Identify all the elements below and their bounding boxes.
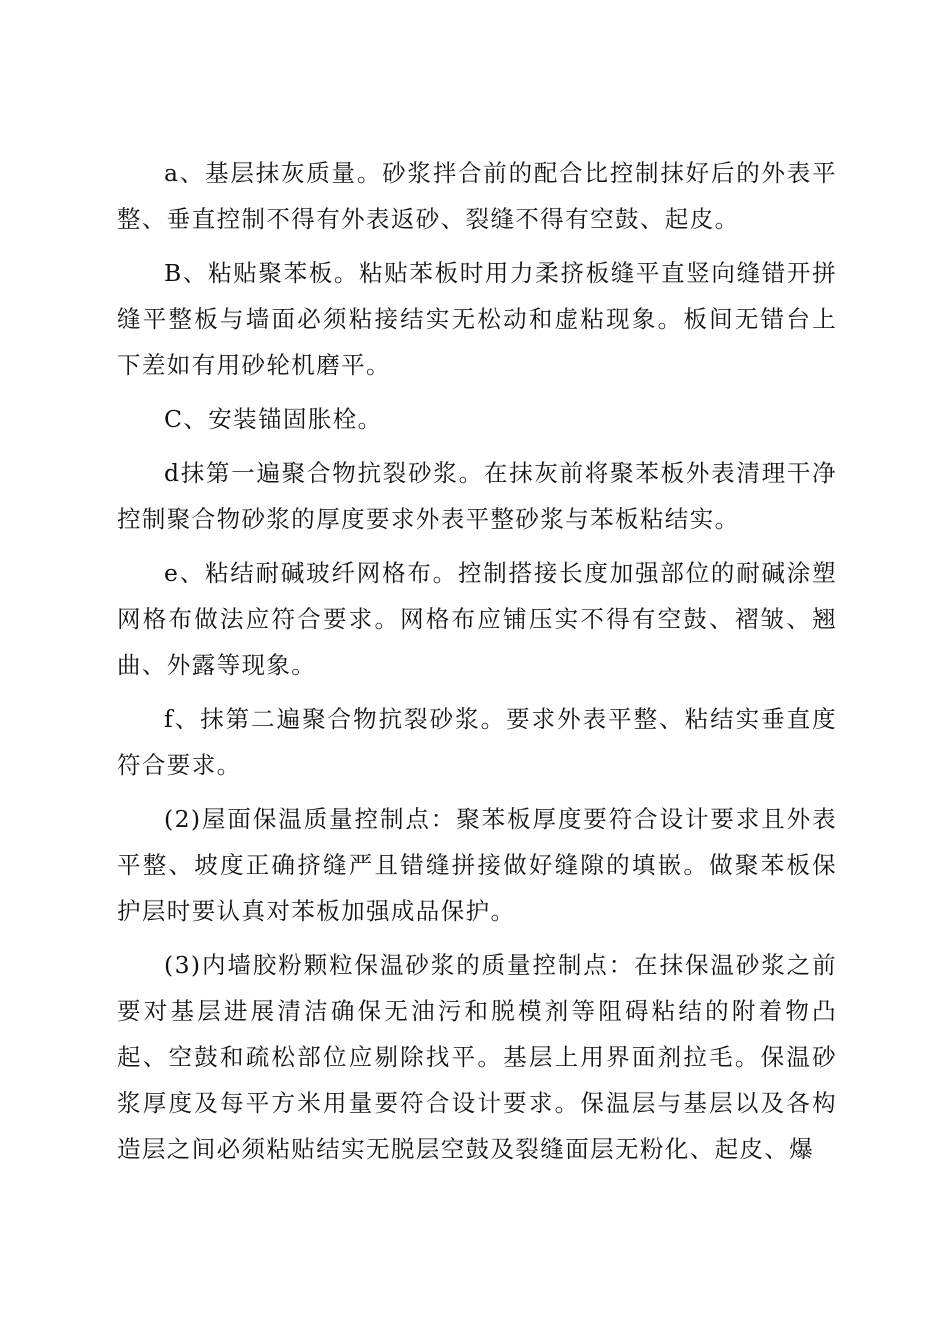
paragraph-d-first-mortar-coat: d抹第一遍聚合物抗裂砂浆。在抹灰前将聚苯板外表清理干净控制聚合物砂浆的厚度要求外表平整砂浆与苯板粘结实。 [117, 459, 837, 533]
paragraph-3-interior-wall-mortar: (3)内墙胶粉颗粒保温砂浆的质量控制点：在抹保温砂浆之前要对基层进展清洁确保无油污和脱模剂等阻碍粘结的附着物凸起、空鼓和疏松部位应剔除找平。基层上用界面剂拉毛。保温砂浆厚度及每平方米用量要符合设计要求。保温层与基层以及各构造层之间必须粘贴结实无脱层空鼓及裂缝面层无粉化、起皮、爆 [117, 951, 837, 1163]
paragraph-b-paste-eps-board: B、粘贴聚苯板。粘贴苯板时用力柔挤板缝平直竖向缝错开拼缝平整板与墙面必须粘接结实无松动和虚粘现象。板间无错台上下差如有用砂轮机磨平。 [117, 259, 837, 379]
document-body [117, 150, 837, 1180]
paragraph-f-second-mortar-coat: f、抹第二遍聚合物抗裂砂浆。要求外表平整、粘结实垂直度符合要求。 [117, 705, 837, 779]
paragraph-e-fiberglass-mesh: e、粘结耐碱玻纤网格布。控制搭接长度加强部位的耐碱涂塑网格布做法应符合要求。网格布应铺压实不得有空鼓、褶皱、翘曲、外露等现象。 [117, 559, 837, 679]
paragraph-2-roof-insulation: (2)屋面保温质量控制点：聚苯板厚度要符合设计要求且外表平整、坡度正确挤缝严且错缝拼接做好缝隙的填嵌。做聚苯板保护层时要认真对苯板加强成品保护。 [117, 805, 837, 925]
paragraph-a-base-plaster: a、基层抹灰质量。砂浆拌合前的配合比控制抹好后的外表平整、垂直控制不得有外表返砂、裂缝不得有空鼓、起皮。 [117, 159, 837, 233]
paragraph-c-install-anchors: C、安装锚固胀栓。 [164, 405, 383, 433]
